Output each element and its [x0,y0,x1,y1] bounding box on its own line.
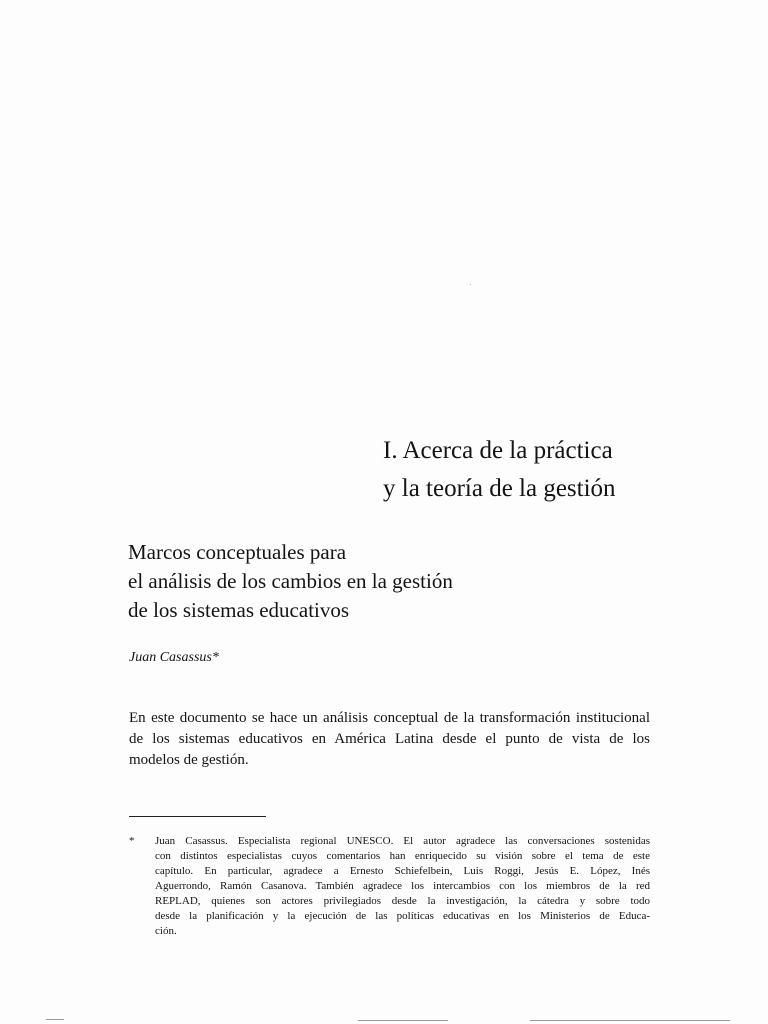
abstract [129,708,650,771]
article-title-line-2: el análisis de los cambios en la gestión [128,569,453,593]
abstract-line-1: En este documento se hace un análisis conceptual de la transformación institucional [129,710,650,726]
abstract-line-2: de los sistemas educativos en América Latina desde el punto de vista de los [129,731,650,747]
footnote-line-6: desde la planificación y la ejecución de las políticas educativas en los Ministerios de Educa- [155,910,650,922]
author-name: Juan Casassus* [129,650,219,665]
section-heading-line-1: I. Acerca de la práctica [383,437,613,464]
footnote-line-4: Aguerrondo, Ramón Casanova. También agradece los intercambios con los miembros de la red [155,880,650,892]
scan-artifact-center [358,1020,448,1021]
footnote-line-3: capítulo. En particular, agradece a Ernesto Schiefelbein, Luis Roggi, Jesús E. López, Inés [155,865,650,877]
scan-artifact-left [46,1019,64,1020]
abstract-line-3: modelos de gestión. [129,752,249,768]
scan-speck [470,284,471,285]
section-heading [383,432,703,508]
scan-artifact-right [530,1020,730,1021]
footnote-line-1: Juan Casassus. Especialista regional UNESCO. El autor agradece las conversaciones sostenidas [155,835,650,847]
footnote-separator [129,816,266,817]
section-heading-line-2: y la teoría de la gestión [383,475,616,502]
article-title-line-3: de los sistemas educativos [128,598,350,622]
footnote-body [155,834,650,939]
footnote-line-5: REPLAD, quienes son actores privilegiados desde la investigación, la cátedra y sobre todo [155,895,650,907]
footnote-line-2: con distintos especialistas cuyos comentarios han enriquecido su visión sobre el tema de este [155,850,650,862]
footnote-marker: * [129,835,135,847]
article-title [128,538,688,625]
article-title-line-1: Marcos conceptuales para [128,540,347,564]
footnote-line-7: ción. [155,925,177,937]
